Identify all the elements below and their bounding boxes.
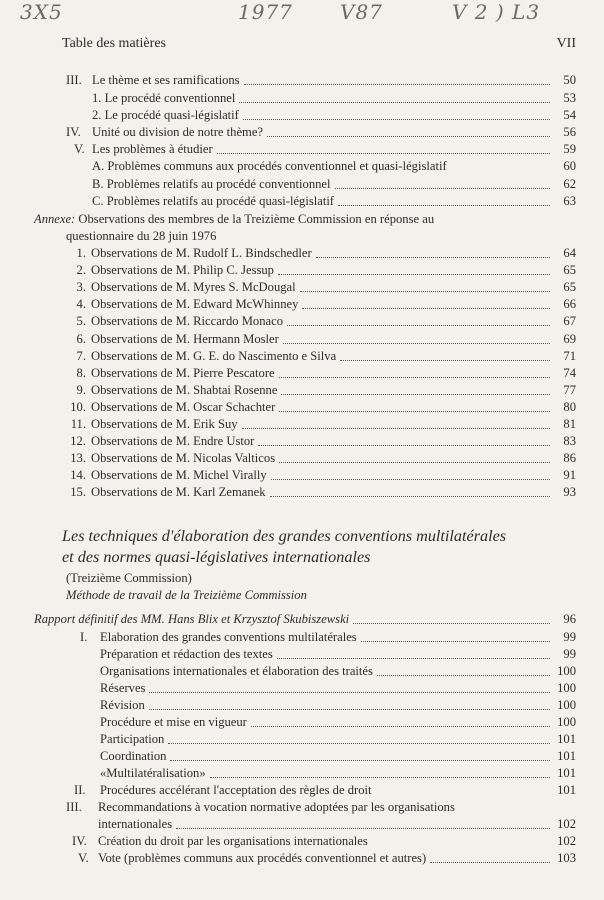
leader-dots: [210, 777, 550, 778]
annotation-4: V 2 ) L3: [452, 0, 541, 24]
handwritten-annotations: [0, 0, 604, 26]
section-title-line2: et des normes quasi-législatives internationales: [62, 548, 371, 566]
observation-entry: 3. Observations de M. Myres S. McDougal 65: [76, 280, 576, 295]
subsection-entry: «Multilatéralisation» 101: [100, 766, 576, 780]
leader-dots: [239, 102, 550, 103]
observation-entry: 15. Observations de M. Karl Zemanek 93: [70, 485, 576, 500]
commission-label: (Treizième Commission): [66, 571, 192, 585]
leader-dots: [287, 325, 550, 326]
leader-dots: [277, 658, 550, 659]
subsection-entry: Préparation et rédaction des textes 99: [100, 647, 576, 661]
toc-entry: II. Procédures accélérant l'acceptation des règles de droit 101: [74, 783, 576, 797]
observation-entry: 5. Observations de M. Riccardo Monaco 67: [76, 314, 576, 329]
leader-dots: [244, 84, 550, 85]
leader-dots: [217, 153, 550, 154]
observation-entry: 11. Observations de M. Erik Suy 81: [70, 417, 576, 431]
observation-entry: 9. Observations de M. Shabtai Rosenne 77: [76, 382, 576, 397]
leader-dots: [300, 291, 550, 292]
annotation-3: V87: [340, 0, 383, 24]
toc-entry: V. Les problèmes à étudier 59: [74, 142, 576, 156]
header-title: Table des matières: [62, 36, 166, 51]
annexe-heading-line2: questionnaire du 28 juin 1976: [66, 229, 217, 243]
observation-entry: 8. Observations de M. Pierre Pescatore 74: [76, 365, 576, 380]
header-page-number: VII: [556, 36, 576, 51]
leader-dots: [316, 257, 550, 258]
observation-entry: 14. Observations de M. Michel Virally 91: [70, 468, 576, 483]
toc-entry: I. Elaboration des grandes conventions multilatérales 99: [80, 630, 576, 644]
leader-dots: [302, 308, 550, 309]
observation-entry: 12. Observations de M. Endre Ustor 83: [70, 434, 576, 449]
leader-dots: [279, 377, 550, 378]
section-title-line1: Les techniques d'élaboration des grandes conventions multilatérales: [62, 527, 507, 545]
leader-dots: [283, 343, 550, 344]
leader-dots: [267, 136, 550, 137]
leader-dots: [281, 394, 550, 395]
toc-entry: A. Problèmes communs aux procédés conventionnel et quasi-législatif 60: [92, 159, 576, 173]
observation-entry: 10. Observations de M. Oscar Schachter 80: [70, 399, 576, 414]
observation-entry: 1. Observations de M. Rudolf L. Bindschedler 64: [76, 246, 576, 260]
leader-dots: [149, 709, 550, 710]
annotation-1: 3X5: [20, 0, 63, 24]
toc-entry: IV. Unité ou division de notre thème? 56: [66, 125, 576, 139]
subsection-entry: Réserves 100: [100, 681, 576, 695]
toc-entry: C. Problèmes relatifs au procédé quasi-législatif 63: [92, 194, 576, 208]
leader-dots: [335, 188, 550, 189]
subsection-entry: Révision 100: [100, 698, 576, 712]
leader-dots: [149, 692, 550, 693]
toc-entry: III. Le thème et ses ramifications 50: [66, 73, 576, 87]
observation-entry: 7. Observations de M. G. E. do Nascimento e Silva 71: [76, 348, 576, 363]
leader-dots: [270, 496, 550, 497]
methode-label: Méthode de travail de la Treizième Commission: [66, 588, 307, 602]
leader-dots: [340, 360, 550, 361]
leader-dots: [338, 205, 550, 206]
observation-entry: 4. Observations de M. Edward McWhinney 66: [76, 297, 576, 312]
annexe-heading: Annexe: Observations des membres de la Treizième Commission en réponse au: [34, 212, 435, 226]
subsection-entry: Participation 101: [100, 732, 576, 746]
leader-dots: [176, 828, 550, 829]
leader-dots: [243, 119, 550, 120]
leader-dots: [279, 411, 550, 412]
toc-entry: IV. Création du droit par les organisations internationales 102: [72, 834, 576, 848]
leader-dots: [430, 862, 550, 863]
leader-dots: [168, 743, 550, 744]
leader-dots: [258, 445, 550, 446]
toc-entry: 2. Le procédé quasi-législatif 54: [92, 108, 576, 122]
toc-entry: V. Vote (problèmes communs aux procédés conventionnel et autres) 103: [78, 851, 576, 865]
observation-entry: 6. Observations de M. Hermann Mosler 69: [76, 331, 576, 346]
toc-entry-rapport: Rapport définitif des MM. Hans Blix et Krzysztof Skubiszewski 96: [34, 612, 576, 626]
toc-entry-reco-line1: III. Recommandations à vocation normative adoptées par les organisations: [66, 800, 455, 814]
leader-dots: [170, 760, 550, 761]
toc-entry-reco-line2: internationales 102: [98, 817, 576, 831]
leader-dots: [251, 726, 550, 727]
leader-dots: [242, 428, 550, 429]
toc-entry: 1. Le procédé conventionnel 53: [92, 91, 576, 105]
subsection-entry: Coordination 101: [100, 749, 576, 763]
observation-entry: 13. Observations de M. Nicolas Valticos 86: [70, 451, 576, 466]
subsection-entry: Procédure et mise en vigueur 100: [100, 715, 576, 729]
leader-dots: [361, 641, 550, 642]
leader-dots: [377, 675, 550, 676]
leader-dots: [271, 479, 550, 480]
leader-dots: [353, 623, 550, 624]
annotation-2: 1977: [238, 0, 293, 24]
observation-entry: 2. Observations de M. Philip C. Jessup 65: [76, 263, 576, 278]
leader-dots: [279, 462, 550, 463]
running-header: [62, 36, 576, 56]
toc-entry: B. Problèmes relatifs au procédé conventionnel 62: [92, 177, 576, 191]
leader-dots: [278, 274, 550, 275]
subsection-entry: Organisations internationales et élaboration des traités 100: [100, 664, 576, 678]
